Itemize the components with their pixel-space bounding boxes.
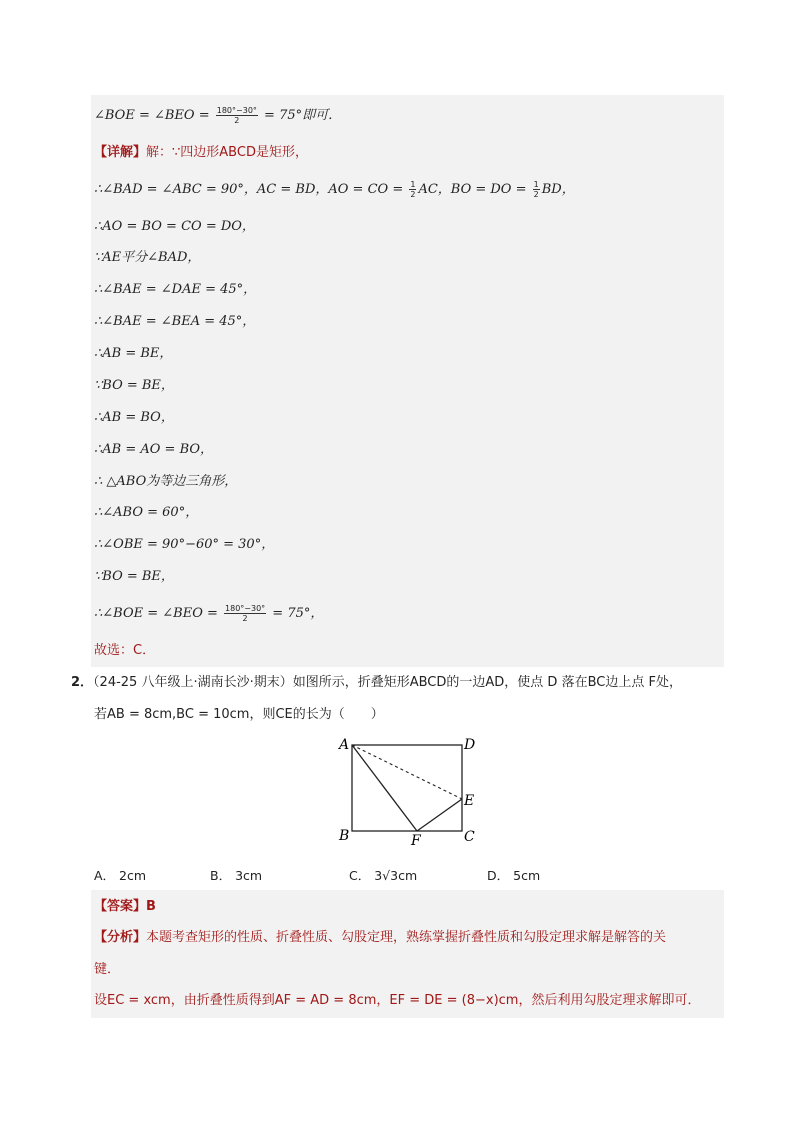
question-number: 2． (71, 675, 94, 690)
option-b[interactable]: B． 3cm (210, 868, 263, 883)
solution-line-4: ∴AO = BO = CO = DO， (94, 219, 255, 234)
analysis-line-1: 【分析】本题考查矩形的性质、折叠性质、勾股定理，熟练掌握折叠性质和勾股定理求解是解答的关 (94, 930, 667, 945)
solution-line-6: ∴∠BAE = ∠DAE = 45°， (94, 282, 257, 297)
label-f: F (411, 833, 421, 849)
question-line-2: 若AB = 8cm,BC = 10cm，则CE的长为（ ） (94, 707, 384, 722)
question-line-1 (71, 673, 682, 693)
option-c[interactable]: C． 3√3cm (349, 868, 418, 883)
label-a: A (339, 737, 350, 753)
label-b: B (339, 828, 350, 844)
segment-ae-dashed (352, 745, 462, 799)
segment-fe (417, 799, 462, 831)
label-e: E (464, 793, 475, 809)
solution-line-1: ∠BOE = ∠BEO = $\frac{180^\circ-30^\circ}{2}$ = 75°即可． (94, 106, 342, 125)
label-d: D (464, 737, 476, 753)
solution-line-13: ∴∠ABO = 60°， (94, 505, 199, 520)
solution-line-12: ∴ △ABO为等边三角形， (94, 474, 238, 489)
solution-line-16: ∴∠BOE = ∠BEO = $\frac{180^\circ-30^\circ}{2}$ = 75°， (94, 604, 324, 623)
detail-line: 【详解】解：∵四边形ABCD是矩形， (94, 145, 308, 160)
solution-line-5: ∵AE平分∠BAD， (94, 250, 201, 265)
option-d[interactable]: D． 5cm (487, 868, 541, 883)
solution-line-7: ∴∠BAE = ∠BEA = 45°， (94, 314, 256, 329)
solution-line-14: ∴∠OBE = 90°−60° = 30°， (94, 537, 275, 552)
analysis-line-3: 设EC = xcm，由折叠性质得到AF = AD = 8cm，EF = DE = (8−x)cm，然后利用勾股定理求解即可． (94, 993, 701, 1008)
solution-line-9: ∵BO = BE， (94, 378, 174, 393)
solution-line-8: ∴AB = BE， (94, 346, 173, 361)
solution-line-3: ∴∠BAD = ∠ABC = 90°，AC = BD，AO = CO = $\frac{1}{2}$ AC，BO = DO = $\frac{1}{2}$ BD， (94, 180, 575, 199)
label-c: C (464, 829, 475, 845)
question-stem: （24-25 八年级上·湖南长沙·期末）如图所示，折叠矩形ABCD的一边AD，使点 D 落在BC边上点 F处， (93, 675, 682, 690)
answer-line: 【答案】B (94, 899, 156, 914)
option-a[interactable]: A． 2cm (94, 868, 147, 883)
rectangle-fold-figure (336, 735, 486, 850)
solution-line-10: ∴AB = BO， (94, 410, 174, 425)
segment-af (352, 745, 417, 831)
analysis-line-2: 键． (94, 962, 121, 977)
choice-line: 故选：C． (94, 643, 156, 658)
solution-line-11: ∴AB = AO = BO， (94, 442, 214, 457)
solution-line-15: ∵BO = BE， (94, 569, 174, 584)
